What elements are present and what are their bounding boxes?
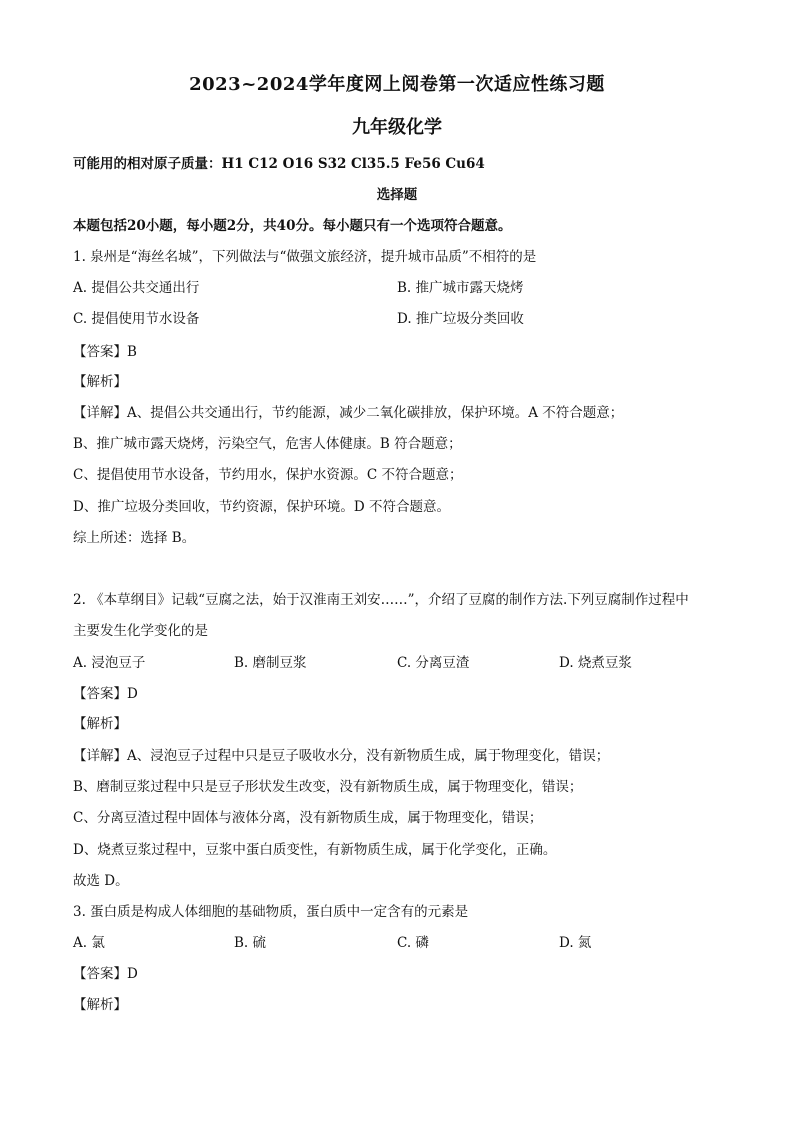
section-heading: 选择题 — [376, 187, 418, 203]
question-3-stem: 3. 蛋白质是构成人体细胞的基础物质，蛋白质中一定含有的元素是 — [73, 904, 469, 920]
question-2-stem-continued: 主要发生化学变化的是 — [73, 623, 208, 639]
q1-option-a: A. 提倡公共交通出行 — [73, 280, 200, 296]
atomic-mass-note: 可能用的相对原子质量：H1 C12 O16 S32 Cl35.5 Fe56 Cu64 — [73, 156, 485, 172]
q3-option-c: C. 磷 — [397, 935, 429, 951]
q2-detail-line: C、分离豆渣过程中固体与液体分离，没有新物质生成，属于物理变化，错误； — [73, 810, 543, 826]
q2-conclusion: 故选 D。 — [73, 873, 129, 889]
q1-detail-line: D、推广垃圾分类回收，节约资源，保护环境。D 不符合题意。 — [73, 499, 450, 515]
q1-analysis: 【解析】 — [73, 374, 127, 390]
q2-option-b: B. 磨制豆浆 — [234, 655, 307, 671]
section-instruction: 本题包括20小题，每小题2分，共40分。每小题只有一个选项符合题意。 — [73, 218, 512, 234]
q1-detail-line: B、推广城市露天烧烤，污染空气，危害人体健康。B 符合题意； — [73, 436, 462, 452]
q3-answer: 【答案】D — [73, 966, 138, 982]
q1-detail-line: C、提倡使用节水设备，节约用水，保护水资源。C 不符合题意； — [73, 467, 463, 483]
q1-option-c: C. 提倡使用节水设备 — [73, 311, 200, 327]
exam-title: 2023~2024学年度网上阅卷第一次适应性练习题 — [189, 74, 605, 95]
q1-answer: 【答案】B — [73, 344, 137, 360]
q1-detail-line: 【详解】A、提倡公共交通出行，节约能源，减少二氧化碳排放，保护环境。A 不符合题意； — [73, 405, 624, 421]
question-1-stem: 1. 泉州是“海丝名城”，下列做法与“做强文旅经济，提升城市品质”不相符的是 — [73, 249, 537, 265]
q3-analysis: 【解析】 — [73, 997, 127, 1013]
q1-option-b: B. 推广城市露天烧烤 — [397, 280, 524, 296]
q2-analysis: 【解析】 — [73, 716, 127, 732]
q3-option-b: B. 硫 — [234, 935, 267, 951]
q2-option-c: C. 分离豆渣 — [397, 655, 470, 671]
question-2-stem: 2. 《本草纲目》记载“豆腐之法，始于汉淮南王刘安……”，介绍了豆腐的制作方法.下列豆腐制作过程中 — [73, 592, 689, 608]
exam-subtitle: 九年级化学 — [352, 117, 442, 138]
q2-option-d: D. 烧煮豆浆 — [559, 655, 632, 671]
q2-answer: 【答案】D — [73, 686, 138, 702]
q1-option-d: D. 推广垃圾分类回收 — [397, 311, 524, 327]
q3-option-d: D. 氮 — [559, 935, 592, 951]
q2-detail-line: B、磨制豆浆过程中只是豆子形状发生改变，没有新物质生成，属于物理变化，错误； — [73, 779, 583, 795]
q2-option-a: A. 浸泡豆子 — [73, 655, 146, 671]
q2-detail-line: 【详解】A、浸泡豆子过程中只是豆子吸收水分，没有新物质生成，属于物理变化，错误； — [73, 748, 610, 764]
q1-conclusion: 综上所述：选择 B。 — [73, 530, 196, 546]
q2-detail-line: D、烧煮豆浆过程中，豆浆中蛋白质变性，有新物质生成，属于化学变化，正确。 — [73, 842, 557, 858]
q3-option-a: A. 氯 — [73, 935, 105, 951]
